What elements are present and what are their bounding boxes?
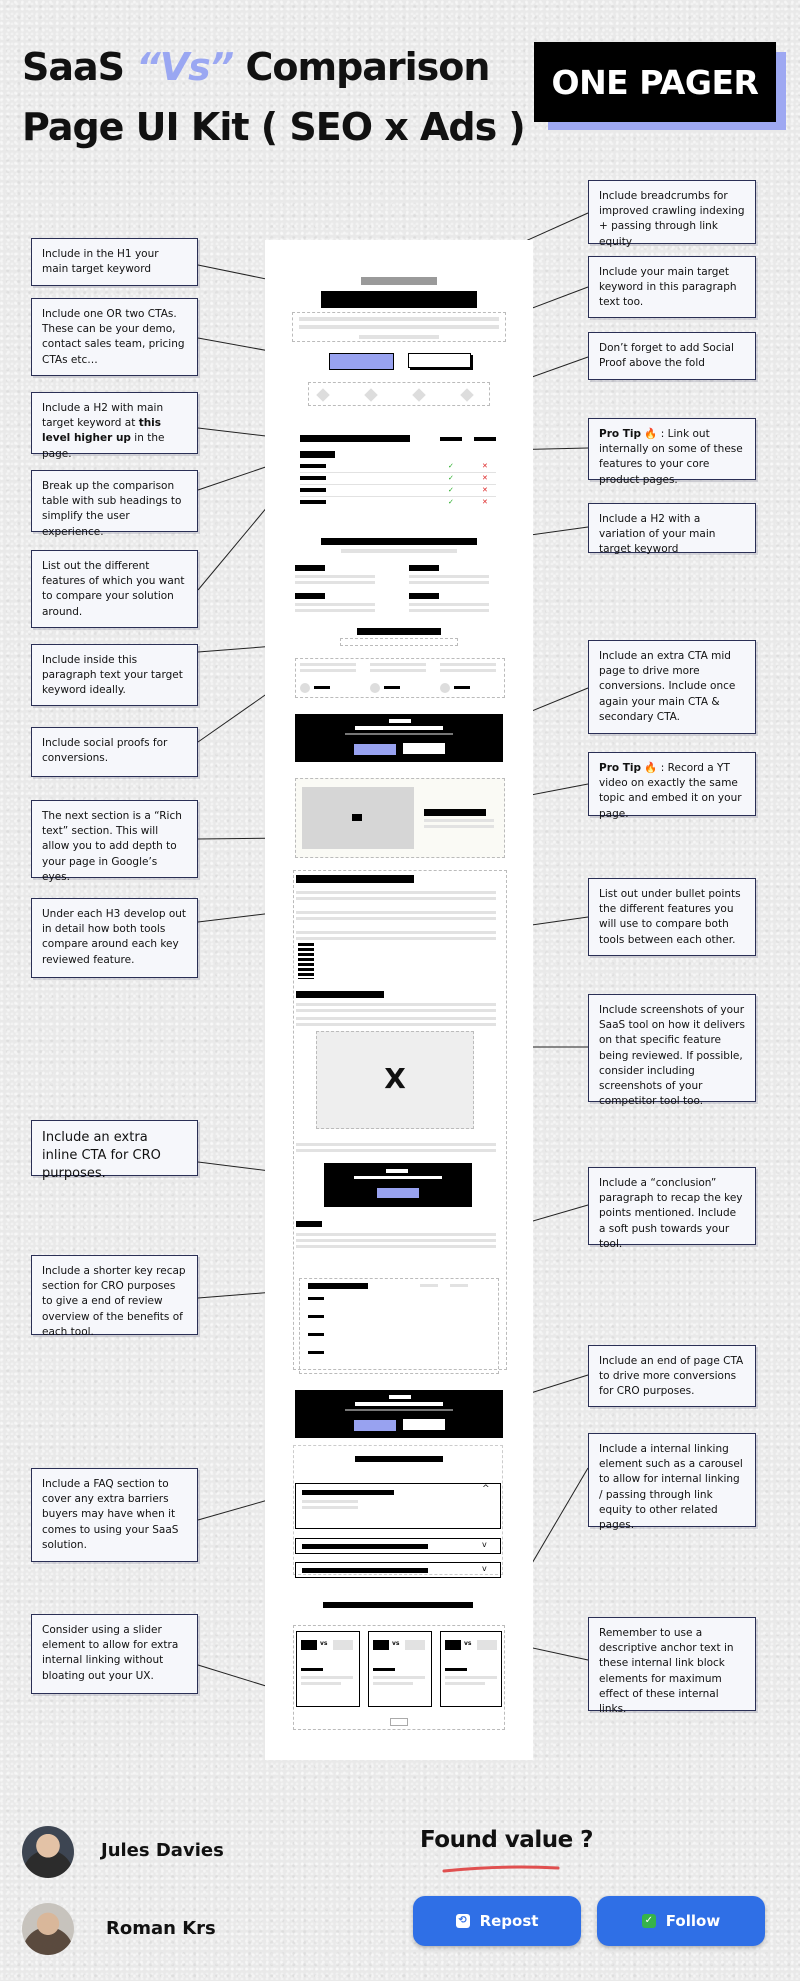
note-social-proofs: Include social proofs for conversions. (31, 727, 198, 777)
inline-primary-cta[interactable] (376, 1187, 420, 1199)
h2-main-keyword (300, 435, 410, 442)
follow-button[interactable] (597, 1896, 765, 1946)
title-saas: SaaS (22, 45, 125, 89)
slider-dots[interactable] (390, 1718, 408, 1726)
note-keyword-paragraph: Include inside this paragraph text your target keyword ideally. (31, 644, 198, 706)
note-end-cta: Include an end of page CTA to drive more conversions for CRO purposes. (588, 1345, 756, 1407)
follow-label: Follow (665, 1912, 721, 1930)
social-proof-heading (357, 628, 441, 635)
note-mid-cta: Include an extra CTA mid page to drive more conversions. Include once again your main CTA & secondary CTA. (588, 640, 756, 734)
note-screenshots: Include screenshots of your SaaS tool on how it delivers on that specific feature being reviewed. If possible, consider including screenshots of your competitor tool too. (588, 994, 756, 1102)
faq-item[interactable] (295, 1562, 501, 1578)
underline-swoosh (442, 1864, 562, 1874)
page-title-line2: Page UI Kit ( SEO x Ads ) (22, 105, 525, 149)
vs-label: vs (392, 1640, 400, 1647)
feature-item (295, 565, 325, 571)
author-roman-krs: Roman Krs (106, 1918, 216, 1939)
check-icon: ✓ (448, 498, 454, 506)
repost-icon: ⟲ (456, 1914, 470, 1928)
end-primary-cta[interactable] (353, 1419, 397, 1432)
vs-label: vs (320, 1640, 328, 1647)
note-h2-variation: Include a H2 with a variation of your main target keyword (588, 503, 756, 553)
link-card[interactable] (368, 1631, 432, 1707)
cross-icon: ✕ (482, 498, 488, 506)
feature-item (295, 593, 325, 599)
found-value-heading: Found value ? (420, 1827, 594, 1853)
mid-primary-cta[interactable] (353, 743, 397, 756)
note-pro-tip-video: Pro Tip 🔥 : Record a YT video on exactly the same topic and embed it on your page. (588, 752, 756, 816)
note-h3: Under each H3 develop out in detail how both tools compare around each key reviewed feature. (31, 898, 198, 978)
wireframe-page (265, 240, 533, 1760)
title-vs: “Vs” (136, 45, 234, 89)
check-icon: ✓ (642, 1914, 656, 1928)
repost-button[interactable] (413, 1896, 581, 1946)
author-jules-davies: Jules Davies (101, 1840, 224, 1861)
end-page-cta (295, 1390, 503, 1438)
chevron-up-icon: ^ (482, 1484, 490, 1494)
table-subheading (300, 451, 335, 458)
comparison-table (300, 462, 496, 510)
note-ctas: Include one OR two CTAs. These can be your demo, contact sales team, pricing CTAs etc… (31, 298, 198, 376)
primary-cta[interactable] (329, 353, 394, 370)
intro-paragraph (292, 312, 506, 342)
conclusion-heading (296, 1221, 322, 1227)
one-pager-badge: ONE PAGER (534, 42, 776, 122)
note-internal-linking: Include a internal linking element such as a carousel to allow for internal linking / passing through link equity to other related pages. (588, 1433, 756, 1527)
note-subheadings: Break up the comparison table with sub headings to simplify the user experience. (31, 470, 198, 532)
link-card[interactable] (440, 1631, 502, 1707)
feature-item (409, 565, 439, 571)
mid-secondary-cta[interactable] (403, 743, 445, 754)
chevron-down-icon: v (482, 1540, 487, 1549)
note-paragraph-keyword: Include your main target keyword in this paragraph text too. (588, 256, 756, 318)
faq-item-open[interactable] (295, 1483, 501, 1529)
secondary-cta[interactable] (408, 353, 471, 368)
note-anchor-text: Remember to use a descriptive anchor text in these internal link block elements for maximum effect of these internal links. (588, 1617, 756, 1711)
video-embed[interactable] (302, 787, 414, 849)
note-faq: Include a FAQ section to cover any extra barriers buyers may have when it comes to using your SaaS solution. (31, 1468, 198, 1562)
screenshot-placeholder (316, 1031, 474, 1129)
keyword-paragraph (340, 638, 458, 646)
feature-item (409, 593, 439, 599)
bullet-list (298, 943, 314, 979)
repost-label: Repost (479, 1912, 539, 1930)
note-bullet-points: List out under bullet points the different features you will use to compare both tools between each other. (588, 878, 756, 956)
note-key-recap: Include a shorter key recap section for CRO purposes to give a end of review overview of the benefits of each tool. (31, 1255, 198, 1335)
mid-page-cta (295, 714, 503, 762)
chevron-down-icon: v (482, 1564, 487, 1573)
title-comparison: Comparison (245, 45, 490, 89)
internal-links-carousel (293, 1625, 505, 1730)
inline-cta (324, 1163, 472, 1207)
fire-icon: 🔥 (644, 762, 658, 774)
note-rich-text: The next section is a “Rich text” section. This will allow you to add depth to your page in Google’s eyes. (31, 800, 198, 878)
note-features: List out the different features of which you want to compare your solution around. (31, 550, 198, 628)
check-icon: ✓ (448, 462, 454, 470)
table-col-header-b (474, 437, 496, 441)
note-h2-higher: Include a H2 with main target keyword at this level higher up in the page. (31, 392, 198, 454)
note-h1: Include in the H1 your main target keyword (31, 238, 198, 286)
check-icon: ✓ (448, 486, 454, 494)
video-section (295, 778, 505, 858)
vs-label: vs (464, 1640, 472, 1647)
h2-variation (321, 538, 477, 545)
avatar-roman (22, 1903, 74, 1955)
note-inline-cta: Include an extra inline CTA for CRO purposes. (31, 1120, 198, 1176)
h1-block (321, 291, 477, 308)
end-secondary-cta[interactable] (403, 1419, 445, 1430)
social-proof-logos (308, 382, 490, 406)
note-breadcrumbs: Include breadcrumbs for improved crawling indexing + passing through link equity (588, 180, 756, 244)
note-slider: Consider using a slider element to allow for extra internal linking without bloating out your UX. (31, 1614, 198, 1694)
note-social-proof-fold: Don’t forget to add Social Proof above the fold (588, 332, 756, 380)
key-recap (299, 1278, 499, 1374)
check-icon: ✓ (448, 474, 454, 482)
faq-item[interactable] (295, 1538, 501, 1554)
breadcrumbs (361, 277, 437, 285)
testimonials (295, 658, 505, 698)
related-heading (323, 1602, 473, 1608)
cross-icon: ✕ (482, 486, 488, 494)
link-card[interactable] (296, 1631, 360, 1707)
note-pro-tip-internal-links: Pro Tip 🔥 : Link out internally on some of these features to your core product pages. (588, 418, 756, 480)
avatar-jules (22, 1826, 74, 1878)
screenshot-x: X (384, 1062, 406, 1095)
table-col-header-a (440, 437, 462, 441)
cross-icon: ✕ (482, 474, 488, 482)
fire-icon: 🔥 (644, 428, 658, 440)
cross-icon: ✕ (482, 462, 488, 470)
note-conclusion: Include a “conclusion” paragraph to recap the key points mentioned. Include a soft push towards your tool. (588, 1167, 756, 1245)
